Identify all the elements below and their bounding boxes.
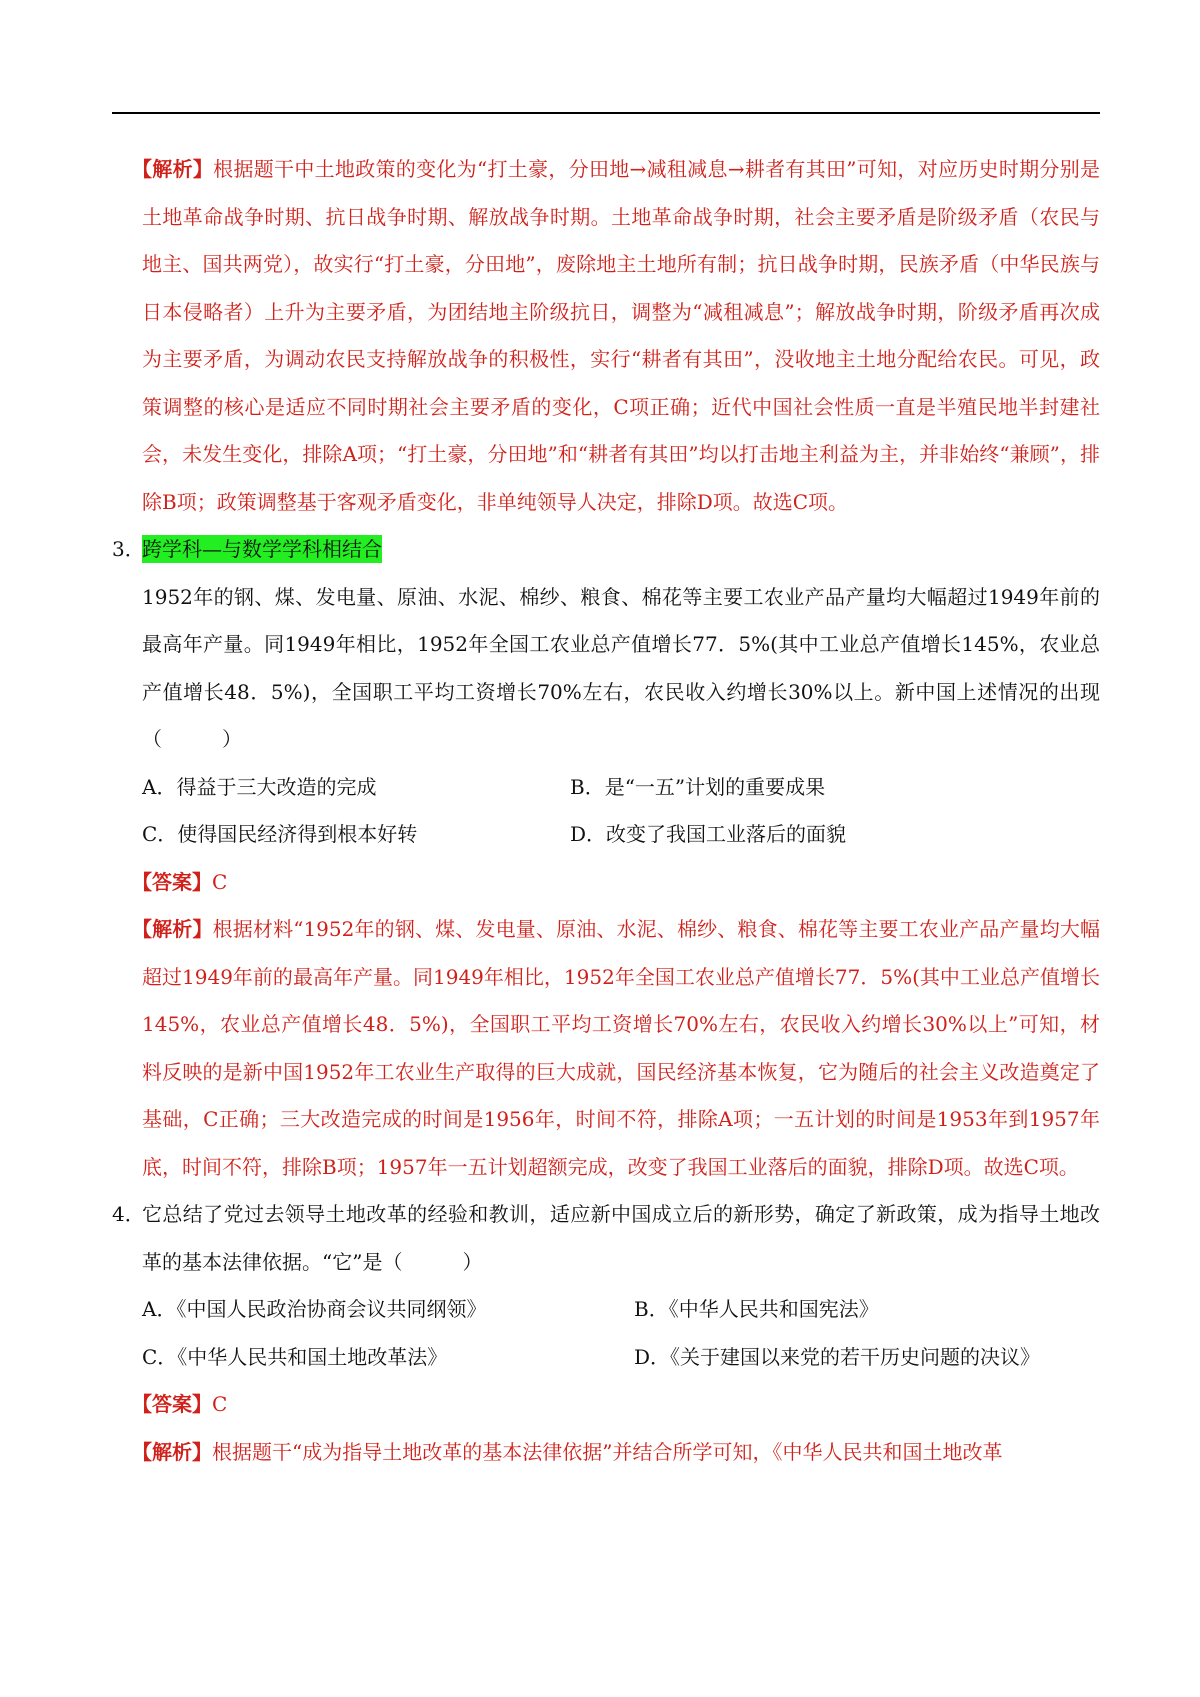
q4-analysis (132, 1429, 1100, 1477)
q4-option-c: C．《中华人民共和国土地改革法》 (142, 1344, 448, 1369)
q3-option-c: C．使得国民经济得到根本好转 (142, 822, 418, 846)
q2-analysis (132, 146, 1100, 526)
q4-options-row-2 (142, 1334, 1100, 1382)
q4-answer-value: C (212, 1392, 228, 1416)
q3-options-row-1 (142, 764, 1100, 812)
q3-analysis (132, 906, 1101, 1191)
document-body (112, 146, 1101, 1476)
q3-answer-value: C (212, 869, 228, 894)
q3-stem: 1952年的钢、煤、发电量、原油、水泥、棉纱、粮食、棉花等主要工农业产品产量均大幅超过1949年前的最高年产量。同1949年相比，1952年全国工农业总产值增长77．5%(其中工业总产值增长145%，农业总产值增长48．5%)，全国职工平均工资增长70%左右，农民收入约增长30%以上。新中国上述情况的出现（ ） (142, 584, 1100, 751)
q3-option-d: D．改变了我国工业落后的面貌 (570, 822, 847, 846)
q4-options-row-1 (142, 1286, 1100, 1334)
q4-number: 4． (112, 1202, 145, 1226)
q4-answer (132, 1381, 1100, 1429)
answer-label: 【答案】 (132, 869, 212, 894)
analysis-label: 【解析】 (132, 1439, 212, 1464)
q4-stem-text: 它总结了党过去领导土地改革的经验和教训，适应新中国成立后的新形势，确定了新政策，成为指导土地改革的基本法律依据。“它”是（ ） (142, 1202, 1100, 1274)
q4-option-d: D．《关于建国以来党的若干历史问题的决议》 (634, 1344, 1041, 1369)
answer-label: 【答案】 (132, 1392, 212, 1416)
q3-answer (132, 859, 1100, 907)
q4-analysis-text: 根据题干“成为指导土地改革的基本法律依据”并结合所学可知，《中华人民共和国土地改革 (212, 1439, 1003, 1464)
q3-heading (112, 526, 1100, 574)
analysis-label: 【解析】 (132, 157, 214, 181)
analysis-label: 【解析】 (132, 917, 213, 941)
q3-analysis-text: 根据材料“1952年的钢、煤、发电量、原油、水泥、棉纱、粮食、棉花等主要工农业产品产量均大幅超过1949年前的最高年产量。同1949年相比，1952年全国工农业总产值增长77．5%(其中工业总产值增长145%，农业总产值增长48．5%)，全国职工平均工资增长70%左右，农民收入约增长30%以上”可知，材料反映的是新中国1952年工农业生产取得的巨大成就，国民经济基本恢复，它为随后的社会主义改造奠定了基础，C正确；三大改造完成的时间是1956年，时间不符，排除A项；一五计划的时间是1953年到1957年底，时间不符，排除B项；1957年一五计划超额完成，改变了我国工业落后的面貌，排除D项。故选C项。 (142, 917, 1101, 1179)
q4-option-b: B．《中华人民共和国宪法》 (634, 1297, 879, 1321)
q3-number: 3． (112, 537, 145, 561)
header-rule (112, 112, 1100, 114)
q4-stem (112, 1191, 1100, 1286)
q3-tag: 跨学科—与数学学科相结合 (142, 537, 382, 561)
q3-option-b: B．是“一五”计划的重要成果 (570, 774, 826, 799)
q3-options-row-2 (142, 811, 1100, 859)
q4-option-a: A．《中国人民政治协商会议共同纲领》 (142, 1297, 487, 1321)
q3-option-a: A．得益于三大改造的完成 (142, 774, 377, 799)
q2-analysis-text: 根据题干中土地政策的变化为“打土豪，分田地→减租减息→耕者有其田”可知，对应历史时期分别是土地革命战争时期、抗日战争时期、解放战争时期。土地革命战争时期，社会主要矛盾是阶级矛盾（农民与地主、国共两党），故实行“打土豪，分田地”，废除地主土地所有制；抗日战争时期，民族矛盾（中华民族与日本侵略者）上升为主要矛盾，为团结地主阶级抗日，调整为“减租减息”；解放战争时期，阶级矛盾再次成为主要矛盾，为调动农民支持解放战争的积极性，实行“耕者有其田”，没收地主土地分配给农民。可见，政策调整的核心是适应不同时期社会主要矛盾的变化，C项正确；近代中国社会性质一直是半殖民地半封建社会，未发生变化，排除A项；“打土豪，分田地”和“耕者有其田”均以打击地主利益为主，并非始终“兼顾”，排除B项；政策调整基于客观矛盾变化，非单纯领导人决定，排除D项。故选C项。 (142, 157, 1100, 514)
